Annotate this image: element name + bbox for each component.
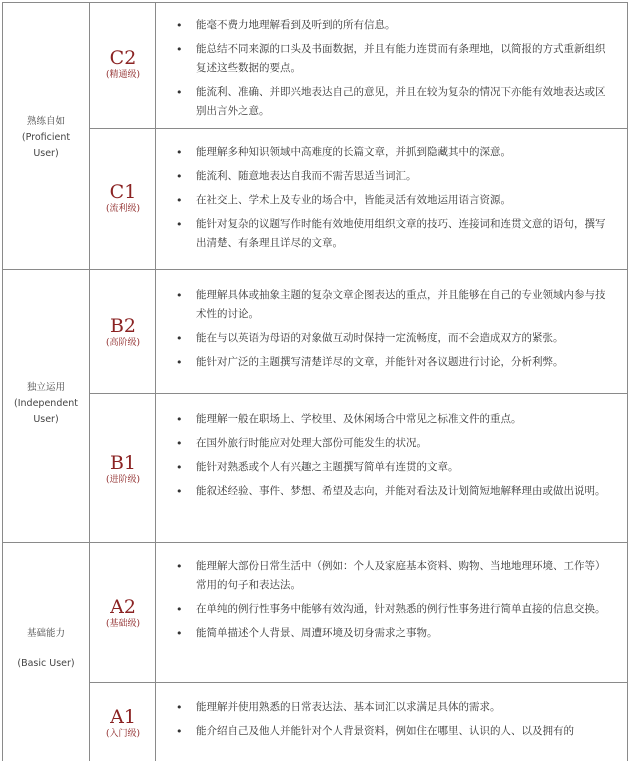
level-name: (精通级)	[105, 70, 141, 80]
category-independent	[2, 380, 90, 428]
category-spacer	[2, 642, 90, 656]
list-item: • 能在与以英语为母语的对象做互动时保持一定流畅度，而不会造成双方的紧张。	[172, 329, 612, 348]
list-item: • 能针对熟悉或个人有兴趣之主题撰写简单有连贯的文章。	[172, 458, 612, 477]
level-a1	[90, 706, 156, 741]
list-item: • 在社交上、学术上及专业的场合中，皆能灵活有效地运用语言资源。	[172, 191, 612, 210]
section-divider	[2, 542, 628, 543]
table-border-right	[627, 2, 628, 761]
level-name: (进阶级)	[105, 475, 141, 485]
level-name: (流利级)	[105, 204, 141, 214]
category-label-en: User)	[33, 414, 59, 425]
list-item: • 能叙述经验、事件、梦想、希望及志向，并能对看法及计划简短地解释理由或做出说明。	[172, 482, 612, 501]
category-label: 基础能力	[26, 628, 65, 639]
level-code: C1	[109, 181, 137, 203]
level-c2	[90, 47, 156, 82]
list-item: • 能理解具体或抽象主题的复杂文章企图表达的重点，并且能够在自己的专业领域内参与技术性的讨论。	[172, 286, 612, 324]
category-label-en: User)	[33, 148, 59, 159]
list-item: • 能理解多种知识领域中高难度的长篇文章，并抓到隐藏其中的深意。	[172, 143, 612, 162]
level-b1	[90, 452, 156, 487]
list-item: • 能流利、随意地表达自我而不需苦思适当词汇。	[172, 167, 612, 186]
category-label: 独立运用	[26, 382, 65, 393]
list-item: • 在单纯的例行性事务中能够有效沟通，针对熟悉的例行性事务进行简单直接的信息交换。	[172, 600, 612, 619]
level-column-divider	[155, 2, 156, 761]
list-item: • 能针对广泛的主题撰写清楚详尽的文章，并能针对各议题进行讨论，分析利弊。	[172, 353, 612, 372]
category-label-en: (Basic User)	[17, 658, 75, 669]
level-code: B2	[109, 315, 137, 337]
list-item: • 能针对复杂的议题写作时能有效地使用组织文章的技巧、连接词和连贯文意的语句，撰写出清楚、有条理且详尽的文章。	[172, 215, 612, 253]
level-row-divider	[89, 128, 628, 129]
b2-description-list	[172, 286, 612, 377]
table-border-top	[2, 2, 628, 3]
category-basic	[2, 626, 90, 672]
level-row-divider	[89, 682, 628, 683]
level-a2	[90, 596, 156, 631]
a1-description-list	[172, 698, 612, 746]
list-item: • 在国外旅行时能应对处理大部份可能发生的状况。	[172, 434, 612, 453]
level-c1	[90, 181, 156, 216]
category-proficient	[2, 114, 90, 162]
level-code: C2	[109, 47, 137, 69]
section-divider	[2, 269, 628, 270]
category-label: 熟练自如	[26, 116, 65, 127]
level-b2	[90, 315, 156, 350]
list-item: • 能介绍自己及他人并能针对个人背景资料，例如住在哪里、认识的人、以及拥有的	[172, 722, 612, 741]
list-item: • 能理解并使用熟悉的日常表达法、基本词汇以求满足具体的需求。	[172, 698, 612, 717]
list-item: • 能理解大部份日常生活中（例如：个人及家庭基本资料、购物、当地地理环境、工作等）常用的句子和表达法。	[172, 557, 612, 595]
cefr-levels-table	[2, 2, 628, 761]
level-code: A1	[110, 706, 136, 728]
level-name: (高阶级)	[105, 338, 141, 348]
level-name: (入门级)	[105, 729, 141, 739]
c2-description-list	[172, 16, 612, 126]
list-item: • 能流利、准确、并即兴地表达自己的意见，并且在较为复杂的情况下亦能有效地表达或区别出言外之意。	[172, 83, 612, 121]
category-label-en: (Proficient	[21, 132, 71, 143]
list-item: • 能毫不费力地理解看到及听到的所有信息。	[172, 16, 612, 35]
category-label-en: (Independent	[14, 398, 78, 409]
level-name: (基础级)	[105, 619, 141, 629]
c1-description-list	[172, 143, 612, 258]
list-item: • 能简单描述个人背景、周遭环境及切身需求之事物。	[172, 624, 612, 643]
b1-description-list	[172, 410, 612, 506]
list-item: • 能理解一般在职场上、学校里、及休闲场合中常见之标准文件的重点。	[172, 410, 612, 429]
a2-description-list	[172, 557, 612, 648]
level-row-divider	[89, 393, 628, 394]
level-code: A2	[110, 596, 136, 618]
level-code: B1	[109, 452, 137, 474]
list-item: • 能总结不同来源的口头及书面数据，并且有能力连贯而有条理地，以简报的方式重新组织复述这些数据的要点。	[172, 40, 612, 78]
